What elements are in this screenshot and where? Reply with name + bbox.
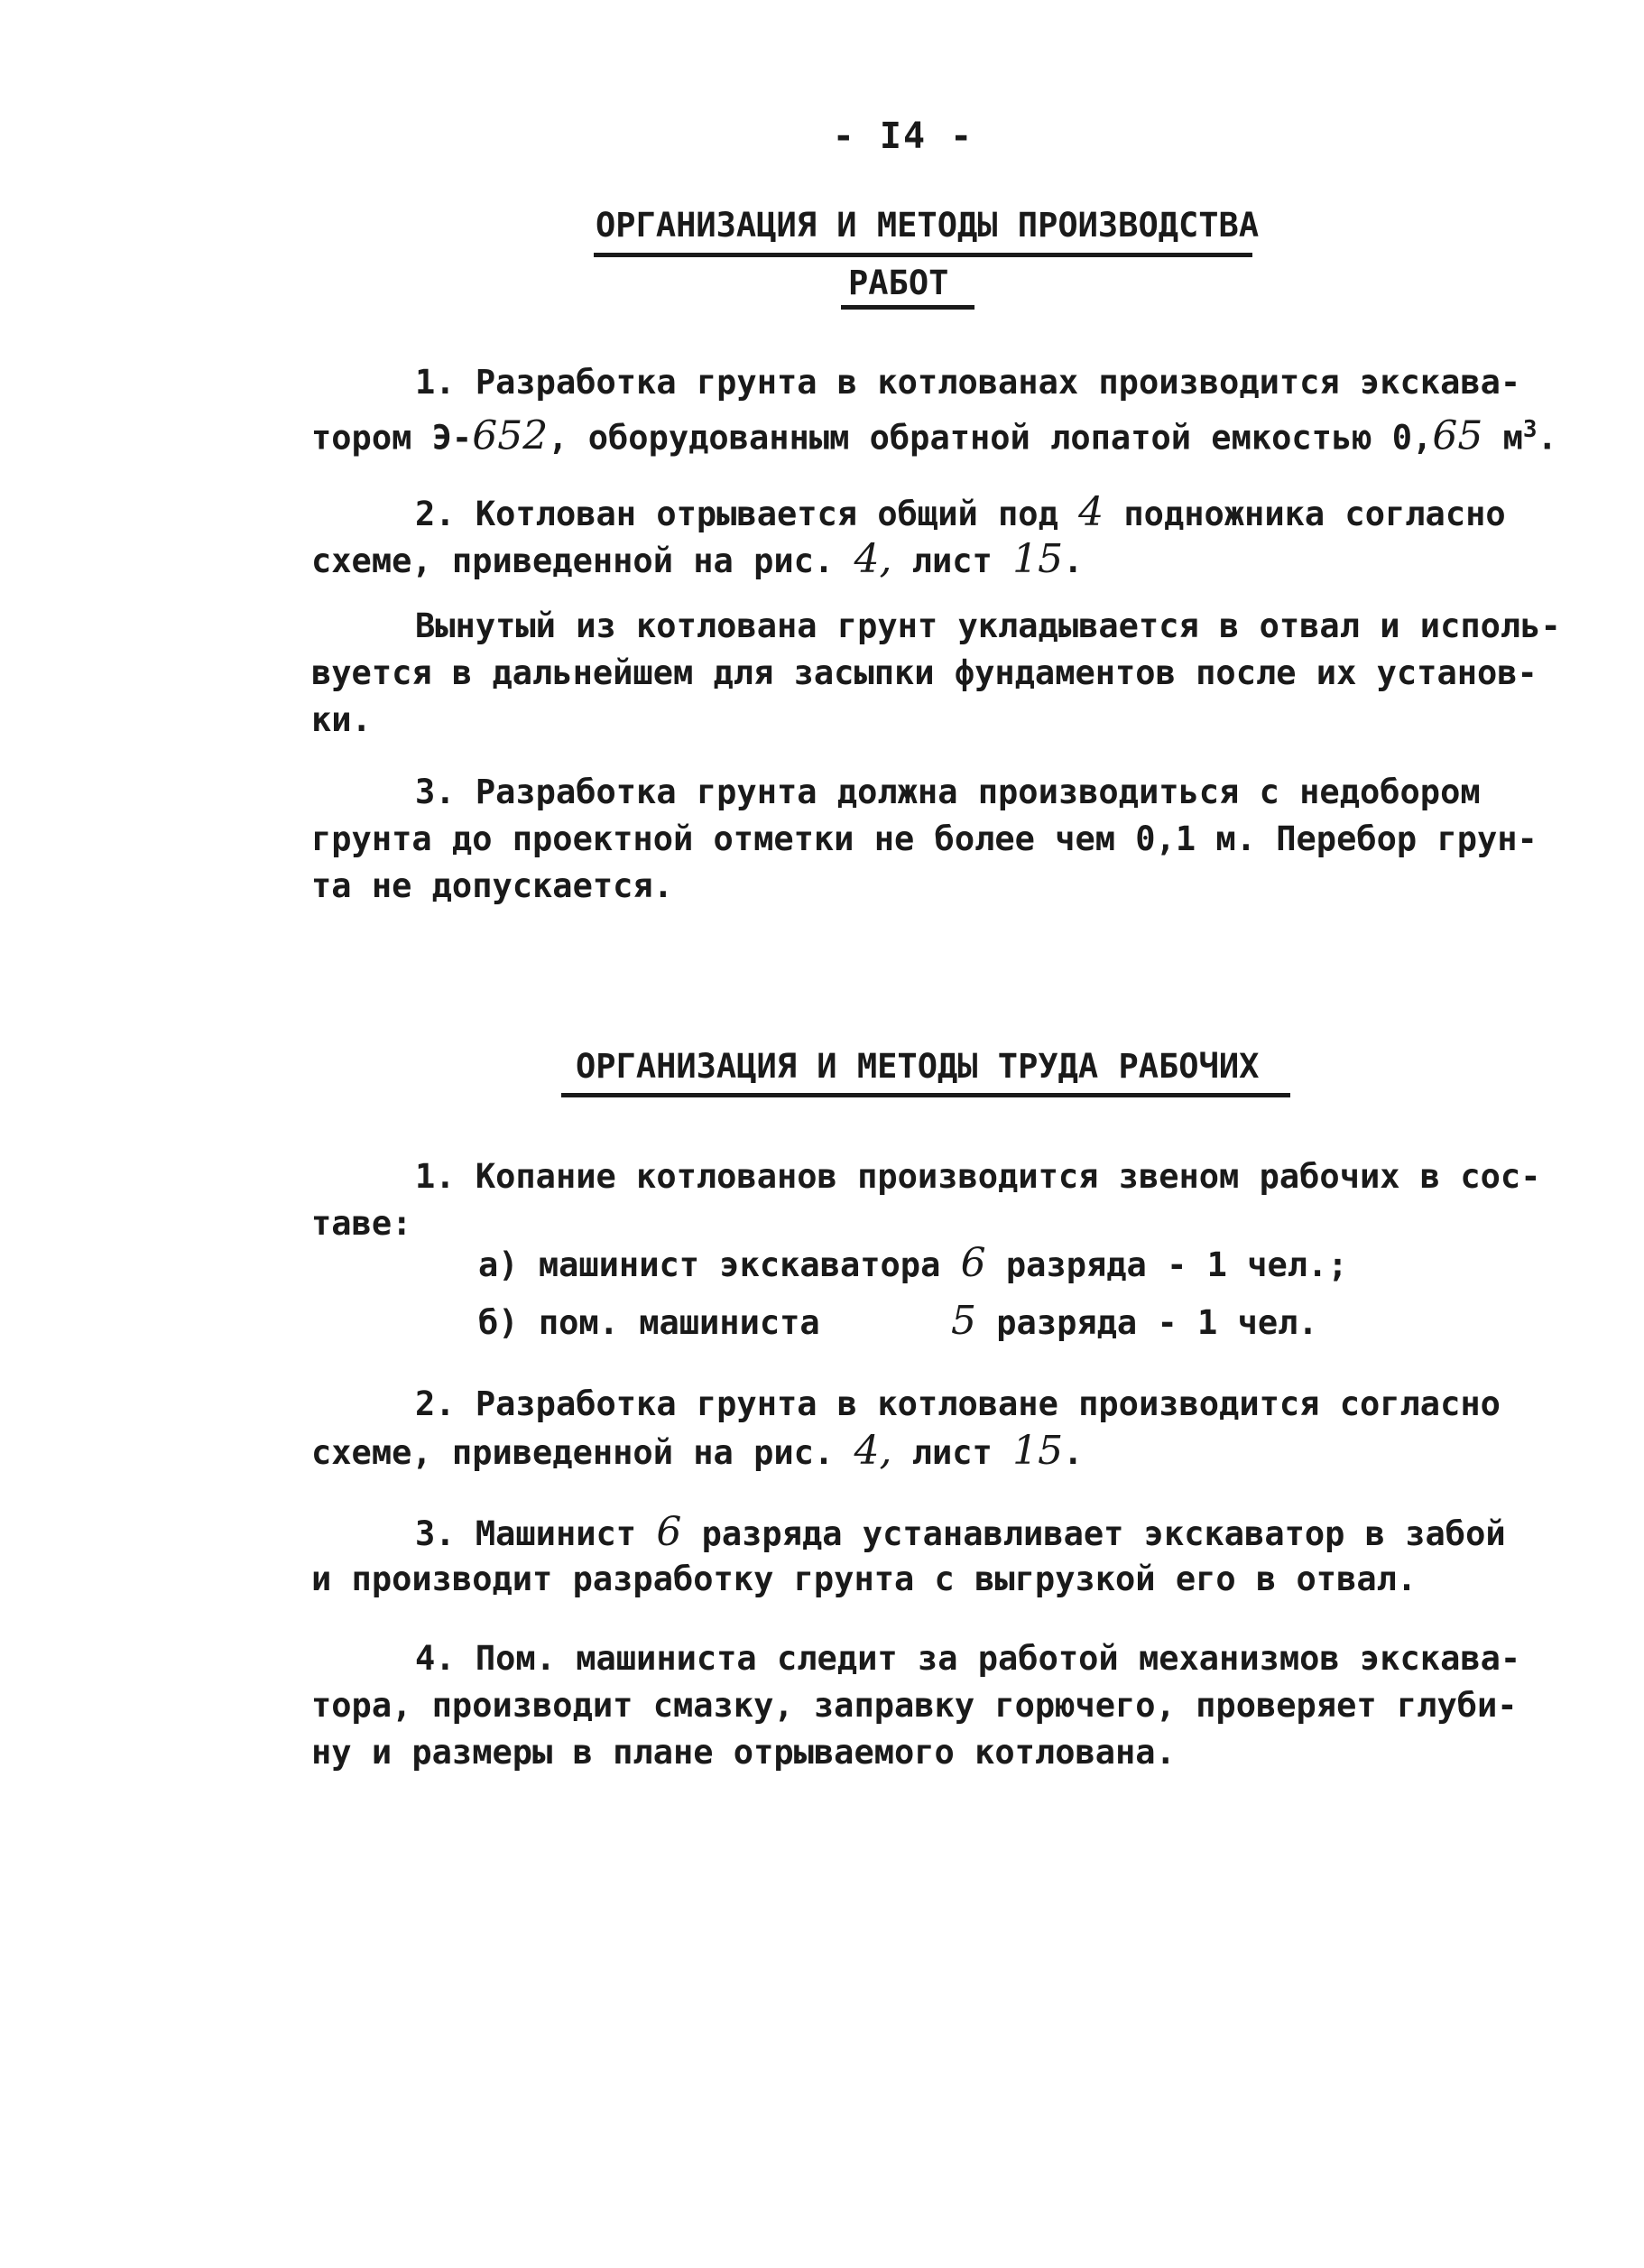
s1-paragraph-2 bbox=[311, 489, 1565, 583]
s1-p1-unit-exp: 3 bbox=[1522, 416, 1538, 443]
s2-p3-line1c: разряда устанавливает экскаватор в забой bbox=[681, 1514, 1506, 1553]
s1-p2-line1a: Котлован отрывается общий под bbox=[475, 495, 1079, 533]
s2-p1-line2: таве: bbox=[311, 1204, 412, 1243]
section2-title-underline bbox=[561, 1093, 1290, 1097]
s1-p2-line1c: подножника согласно bbox=[1104, 495, 1506, 533]
s1-p2-number: 2. bbox=[415, 495, 456, 533]
s2-crew-a-rest: разряда - 1 чел.; bbox=[985, 1245, 1348, 1284]
s2-p3-grade: 6 bbox=[656, 1509, 682, 1555]
s1-paragraph-1 bbox=[311, 359, 1565, 459]
s1-p1-line2c: , оборудованным обратной лопатой емкостью 0, bbox=[548, 418, 1433, 458]
s2-crew-a-label: а) машинист экскаватора bbox=[478, 1245, 961, 1284]
s1-p1-line2a: тором Э- bbox=[311, 418, 473, 458]
s2-paragraph-1 bbox=[311, 1153, 1565, 1247]
s1-p1-unit: м bbox=[1482, 418, 1523, 458]
s2-p3-line1a: Машинист bbox=[475, 1514, 657, 1553]
s2-p2-number: 2. bbox=[415, 1384, 456, 1423]
s1-p2-line2a: схеме, приведенной на рис. bbox=[311, 542, 854, 580]
s1-paragraph-2b bbox=[311, 603, 1565, 744]
s2-p2-sheet: 15 bbox=[1012, 1428, 1064, 1474]
page-number: - I4 - bbox=[832, 116, 974, 157]
s1-p3-line1: Разработка грунта должна производиться с недобором bbox=[475, 773, 1481, 811]
s2-crew-b-grade: 5 bbox=[951, 1298, 976, 1344]
s1-p2b-line1: Вынутый из котлована грунт укладывается в отвал и исполь- bbox=[415, 606, 1561, 645]
s2-p4-line3: ну и размеры в плане отрываемого котлована. bbox=[311, 1733, 1176, 1772]
s1-p1-end: . bbox=[1537, 418, 1557, 458]
section2-title: ОРГАНИЗАЦИЯ И МЕТОДЫ ТРУДА РАБОЧИХ bbox=[576, 1047, 1260, 1086]
section1-title-line1: ОРГАНИЗАЦИЯ И МЕТОДЫ ПРОИЗВОДСТВА bbox=[596, 206, 1260, 245]
s2-p2-end: . bbox=[1063, 1433, 1084, 1472]
s1-p1-line1: Разработка грунта в котлованах производится экскава- bbox=[475, 363, 1521, 402]
s1-p2b-line3: ки. bbox=[311, 700, 372, 739]
section1-title2-underline bbox=[841, 305, 974, 310]
s2-p2-fig: 4, bbox=[854, 1428, 892, 1474]
s2-p4-line2: тора, производит смазку, заправку горючего, проверяет глуби- bbox=[311, 1686, 1518, 1725]
s2-paragraph-3 bbox=[311, 1509, 1565, 1603]
s2-p4-line1: Пом. машиниста следит за работой механизмов экскава- bbox=[475, 1639, 1521, 1678]
s2-crew-item-a bbox=[478, 1240, 1348, 1286]
section1-title-line2: РАБОТ bbox=[848, 264, 949, 302]
s2-paragraph-4 bbox=[311, 1635, 1565, 1776]
s1-p1-model: 652 bbox=[472, 412, 549, 459]
s2-crew-item-b-grade bbox=[951, 1298, 1318, 1344]
s1-p2-line2c: лист bbox=[891, 542, 1013, 580]
s1-p2-end: . bbox=[1063, 542, 1084, 580]
s2-paragraph-2 bbox=[311, 1381, 1565, 1475]
section1-title-underline bbox=[594, 253, 1252, 257]
s2-p2-line2a: схеме, приведенной на рис. bbox=[311, 1433, 854, 1472]
s1-p2-count: 4 bbox=[1078, 489, 1104, 535]
s2-p1-number: 1. bbox=[415, 1157, 456, 1196]
s2-p3-number: 3. bbox=[415, 1514, 456, 1553]
s2-p1-line1: Копание котлованов производится звеном рабочих в сос- bbox=[475, 1157, 1541, 1196]
s1-paragraph-3 bbox=[311, 769, 1565, 910]
s1-p2-fig: 4, bbox=[854, 536, 892, 582]
s2-p4-number: 4. bbox=[415, 1639, 456, 1678]
s2-p2-line2c: лист bbox=[891, 1433, 1013, 1472]
s2-crew-b-rest: разряда - 1 чел. bbox=[976, 1303, 1318, 1342]
s2-crew-b-label: б) пом. машиниста bbox=[478, 1303, 820, 1342]
s2-p3-line2: и производит разработку грунта с выгрузкой его в отвал. bbox=[311, 1560, 1418, 1598]
s2-p2-line1: Разработка грунта в котловане производится согласно bbox=[475, 1384, 1501, 1423]
s2-crew-item-b bbox=[478, 1303, 820, 1342]
s2-crew-a-grade: 6 bbox=[960, 1240, 986, 1286]
s1-p3-number: 3. bbox=[415, 773, 456, 811]
s1-p2b-line2: вуется в дальнейшем для засыпки фундаментов после их установ- bbox=[311, 653, 1538, 692]
s1-p3-line3: та не допускается. bbox=[311, 866, 673, 905]
s1-p2-sheet: 15 bbox=[1012, 536, 1064, 582]
s1-p1-volume: 65 bbox=[1432, 412, 1483, 459]
s1-p1-number: 1. bbox=[415, 363, 456, 402]
s1-p3-line2: грунта до проектной отметки не более чем 0,1 м. Перебор грун- bbox=[311, 819, 1538, 858]
